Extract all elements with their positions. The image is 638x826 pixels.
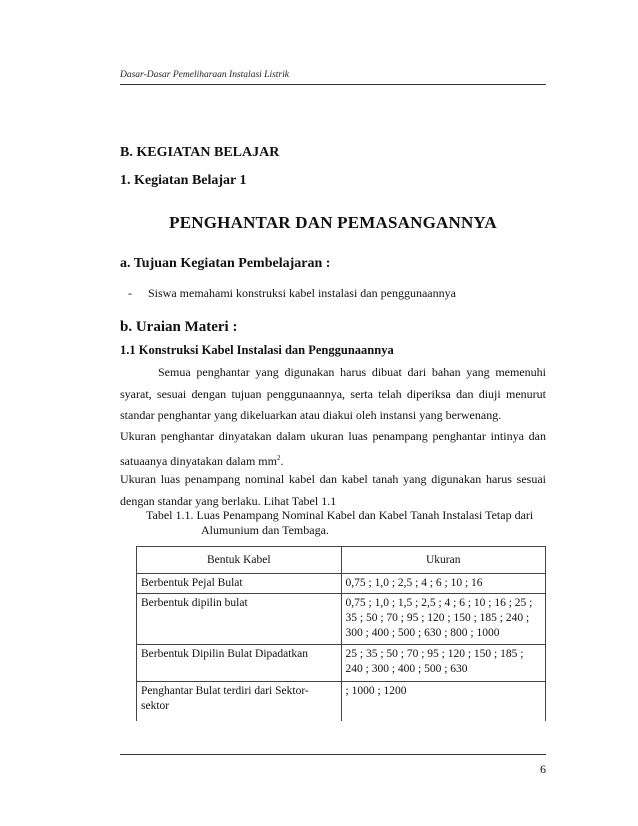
cell-bentuk: Berbentuk Pejal Bulat [137,574,342,594]
cell-ukuran: 25 ; 35 ; 50 ; 70 ; 95 ; 120 ; 150 ; 185 ; 240 ; 300 ; 400 ; 500 ; 630 [341,645,546,682]
table-row [137,594,546,645]
uraian-subheading: 1.1 Konstruksi Kabel Instalasi dan Penggunaannya [120,343,394,357]
tujuan-heading: a. Tujuan Kegiatan Pembelajaran : [120,256,331,271]
bullet-text: Siswa memahami konstruksi kabel instalasi dan penggunaannya [148,286,456,300]
page-number: 6 [540,762,546,776]
paragraph-2 [120,426,546,472]
caption-line-2: Alumunium dan Tembaga. [201,523,329,537]
cell-bentuk: Penghantar Bulat terdiri dari Sektor-sektor [137,682,342,722]
paragraph-3: Ukuran luas penampang nominal kabel dan kabel tanah yang digunakan harus sesuai dengan standar yang berlaku. Lihat Tabel 1.1 [120,472,546,508]
table-row [137,645,546,682]
paragraph-2-sup: 2 [276,453,281,462]
header-bentuk: Bentuk Kabel [137,547,342,574]
cell-ukuran: ; 1000 ; 1200 [341,682,546,722]
cable-table [136,546,546,721]
paragraph-2-text: Ukuran penghantar dinyatakan dalam ukuran luas penampang penghantar intinya dan satuaanya dinyatakan dalam mm [120,429,546,468]
header-rule [120,84,546,85]
table-row [137,574,546,594]
paragraph-1: Semua penghantar yang digunakan harus dibuat dari bahan yang memenuhi syarat, sesuai dengan tujuan penggunaannya, serta telah diperiksa dan diuji menurut standar penghantar yang dikeluarkan atau diakui oleh instansi yang berwenang. [120,365,546,422]
section-subtitle: 1. Kegiatan Belajar 1 [120,173,247,188]
header-ukuran: Ukuran [341,547,546,574]
tujuan-bullet [128,286,456,301]
paragraph-2-end: . [280,453,284,468]
cell-bentuk: Berbentuk Dipilin Bulat Dipadatkan [137,645,342,682]
table-header-row [137,547,546,574]
footer-rule [120,754,546,755]
table-caption [146,508,546,538]
cell-ukuran: 0,75 ; 1,0 ; 1,5 ; 2,5 ; 4 ; 6 ; 10 ; 16 ; 25 ; 35 ; 50 ; 70 ; 95 ; 120 ; 150 ; 185 ; 240 ; 300 ; 400 ; 500 ; 630 ; 800 ; 1000 [341,594,546,645]
uraian-heading: b. Uraian Materi : [120,319,238,335]
bullet-dash: - [128,286,132,300]
cell-ukuran: 0,75 ; 1,0 ; 2,5 ; 4 ; 6 ; 10 ; 16 [341,574,546,594]
cell-bentuk: Berbentuk dipilin bulat [137,594,342,645]
running-header: Dasar-Dasar Pemeliharaan Instalasi Listrik [120,70,289,80]
main-title: PENGHANTAR DAN PEMASANGANNYA [169,213,497,232]
table-row [137,682,546,722]
caption-line-1: Tabel 1.1. Luas Penampang Nominal Kabel dan Kabel Tanah Instalasi Tetap dari [146,508,534,522]
section-title: B. KEGIATAN BELAJAR [120,145,280,160]
